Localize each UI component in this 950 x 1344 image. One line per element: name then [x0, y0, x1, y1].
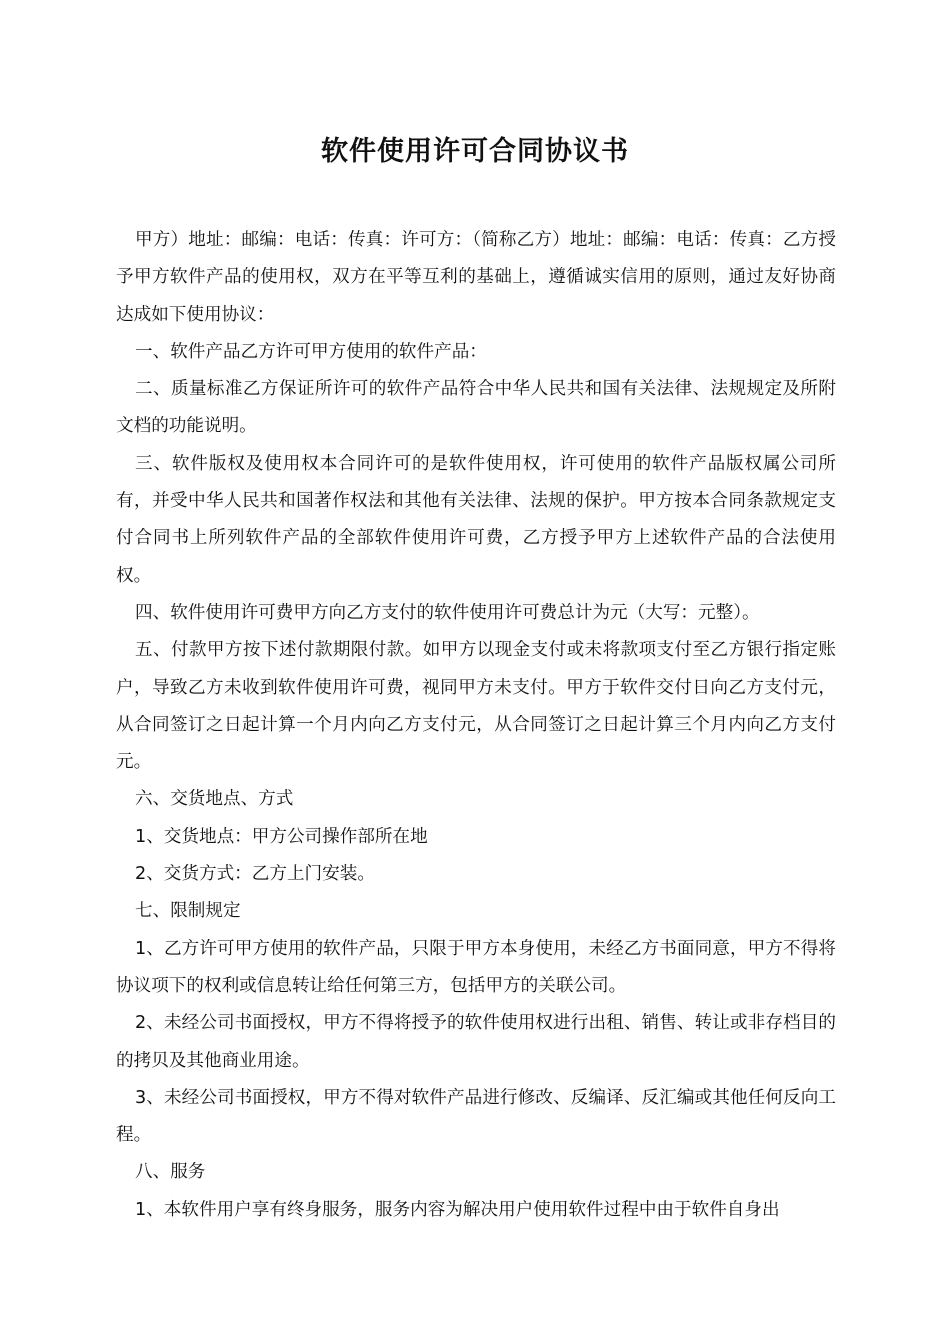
paragraph-section-7: 七、限制规定 [135, 901, 241, 922]
paragraph-section-3: 三、软件版权及使用权本合同许可的是软件使用权，许可使用的软件产品版权属公司所有，并受中华人民共和国著作权法和其他有关法律、法规的保护。甲方按本合同条款规定支付合同书上所列软件产品的全部软件使用许可费，乙方授予甲方上述软件产品的合法使用权。 [116, 453, 836, 586]
document-title: 软件使用许可合同协议书 [321, 136, 629, 167]
paragraph-section-6-item-2: 2、交货方式：乙方上门安装。 [135, 864, 375, 885]
paragraph-section-8: 八、服务 [135, 1162, 206, 1183]
paragraph-section-5: 五、付款甲方按下述付款期限付款。如甲方以现金支付或未将款项支付至乙方银行指定账户，导致乙方未收到软件使用许可费，视同甲方未支付。甲方于软件交付日向乙方支付元，从合同签订之日起计算一个月内向乙方支付元，从合同签订之日起计算三个月内向乙方支付元。 [116, 640, 836, 773]
paragraph-section-7-item-3: 3、未经公司书面授权，甲方不得对软件产品进行修改、反编译、反汇编或其他任何反向工程。 [116, 1087, 836, 1146]
paragraph-section-8-item-1: 1、本软件用户享有终身服务，服务内容为解决用户使用软件过程中由于软件自身出 [135, 1199, 780, 1220]
document-body [116, 222, 836, 1229]
paragraph-section-6-item-1: 1、交货地点：甲方公司操作部所在地 [135, 826, 428, 847]
paragraph-section-1: 一、软件产品乙方许可甲方使用的软件产品： [135, 341, 487, 362]
paragraph-section-7-item-2: 2、未经公司书面授权，甲方不得将授予的软件使用权进行出租、销售、转让或非存档目的的拷贝及其他商业用途。 [116, 1013, 836, 1071]
paragraph-section-7-item-1: 1、乙方许可甲方使用的软件产品，只限于甲方本身使用，未经乙方书面同意，甲方不得将协议项下的权利或信息转让给任何第三方，包括甲方的关联公司。 [116, 938, 836, 996]
paragraph-section-2: 二、质量标准乙方保证所许可的软件产品符合中华人民共和国有关法律、法规规定及所附文档的功能说明。 [116, 379, 836, 437]
paragraph-parties: 甲方）地址：邮编：电话：传真：许可方：（简称乙方）地址：邮编：电话：传真：乙方授予甲方软件产品的使用权，双方在平等互利的基础上，遵循诚实信用的原则，通过友好协商达成如下使用协议： [116, 230, 836, 325]
paragraph-section-4: 四、软件使用许可费甲方向乙方支付的软件使用许可费总计为元（大写：元整）。 [135, 602, 760, 623]
paragraph-section-6: 六、交货地点、方式 [135, 789, 294, 810]
